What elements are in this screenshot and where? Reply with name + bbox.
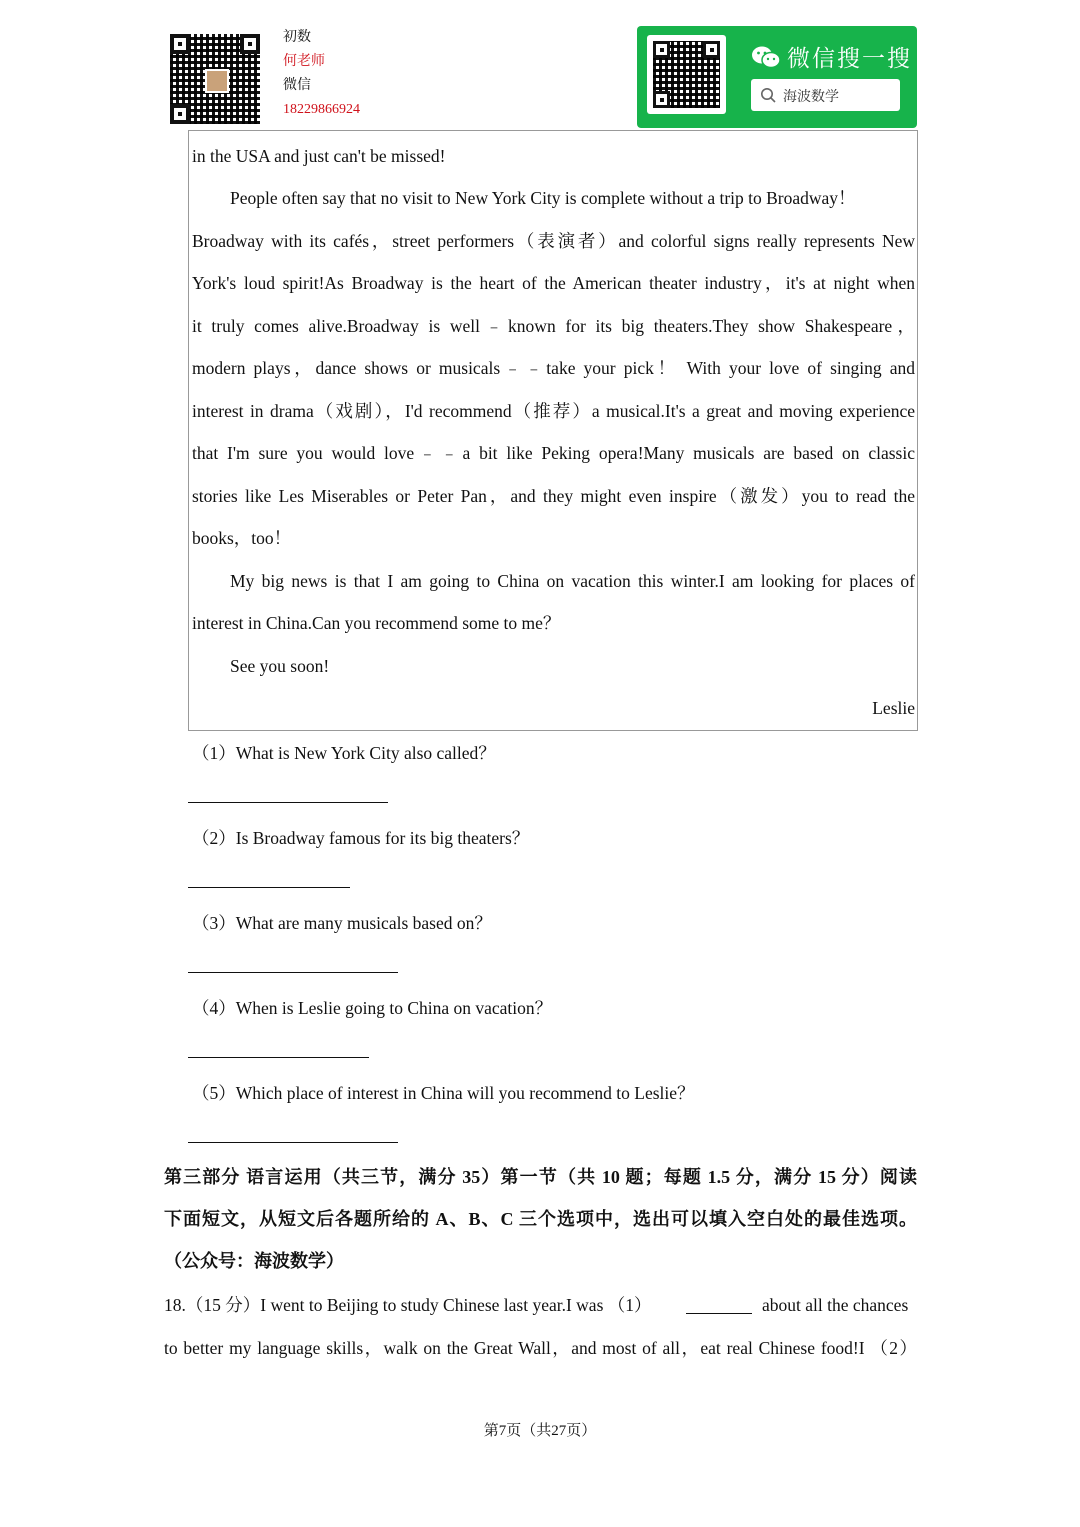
answer-blank-5[interactable] bbox=[188, 1142, 398, 1143]
question-2: （2）Is Broadway famous for its big theaters？ bbox=[192, 828, 530, 848]
question-4: （4）When is Leslie going to China on vacation？ bbox=[192, 998, 553, 1018]
wechat-logo-icon bbox=[751, 45, 781, 75]
passage-line: it truly comes alive.Broadway is well﹣known for its big theaters.They show Shakespeare， bbox=[192, 316, 915, 336]
contact-info bbox=[283, 26, 360, 122]
q18-line1: 18.（15 分）I went to Beijing to study Chinese last year.I was （1） bbox=[164, 1295, 652, 1315]
passage-line: modern plays，dance shows or musicals﹣﹣take your pick！ With your love of singing and bbox=[192, 358, 915, 378]
qr-code-left bbox=[170, 34, 260, 124]
page-number: 第7页（共27页） bbox=[483, 1423, 597, 1439]
passage-line: stories like Les Miserables or Peter Pan，and they might even inspire（激发）you to read the bbox=[192, 486, 915, 506]
passage-line: in the USA and just can't be missed! bbox=[192, 146, 446, 166]
passage-line: interest in drama（戏剧），I'd recommend（推荐）a musical.It's a great and moving experience bbox=[192, 401, 915, 421]
passage-box bbox=[188, 130, 918, 731]
question-5: （5）Which place of interest in China will you recommend to Leslie？ bbox=[192, 1083, 695, 1103]
question-3: （3）What are many musicals based on？ bbox=[192, 913, 492, 933]
search-icon bbox=[760, 87, 776, 103]
wechat-search-text: 海波数学 bbox=[783, 89, 839, 105]
contact-phone: 18229866924 bbox=[283, 102, 360, 117]
section3-instructions: 下面短文，从短文后各题所给的 A、B、C 三个选项中，选出可以填入空白处的最佳选项。 bbox=[164, 1209, 917, 1229]
answer-blank-1[interactable] bbox=[188, 802, 388, 803]
passage-line: People often say that no visit to New York City is complete without a trip to Broadway！ bbox=[230, 188, 856, 208]
passage-line: York's loud spirit!As Broadway is the heart of the American theater industry，it's at night when bbox=[192, 273, 915, 293]
passage-line: My big news is that I am going to China on vacation this winter.I am looking for places of bbox=[230, 571, 915, 591]
contact-subject: 初数 bbox=[283, 30, 311, 45]
passage-line: books，too！ bbox=[192, 528, 292, 548]
wechat-title: 微信搜一搜 bbox=[751, 40, 912, 75]
passage-line: See you soon! bbox=[230, 656, 330, 676]
passage-line: interest in China.Can you recommend some to me？ bbox=[192, 613, 561, 633]
answer-blank-2[interactable] bbox=[188, 887, 350, 888]
section3-heading: 第三部分 语言运用（共三节，满分 35）第一节（共 10 题；每题 1.5 分，满分 15 分）阅读 bbox=[164, 1167, 917, 1187]
contact-wechat-label: 微信 bbox=[283, 78, 311, 93]
q18-line1-tail: about all the chances bbox=[762, 1295, 909, 1315]
avatar bbox=[205, 69, 229, 93]
answer-blank-3[interactable] bbox=[188, 972, 398, 973]
q18-blank-1[interactable] bbox=[686, 1313, 752, 1314]
passage-signature: Leslie bbox=[872, 698, 915, 718]
question-1: （1）What is New York City also called？ bbox=[192, 743, 496, 763]
answer-blank-4[interactable] bbox=[188, 1057, 369, 1058]
contact-teacher: 何老师 bbox=[283, 54, 325, 69]
wechat-qr-code bbox=[647, 35, 726, 114]
passage-line: Broadway with its cafés，street performers（表演者）and colorful signs really represents New bbox=[192, 231, 915, 251]
wechat-search-banner[interactable] bbox=[637, 26, 917, 128]
section3-public-account: （公众号：海波数学） bbox=[164, 1251, 344, 1271]
q18-line2: to better my language skills，walk on the Great Wall，and most of all，eat real Chinese food!I （2） bbox=[164, 1338, 917, 1358]
passage-line: that I'm sure you would love﹣﹣a bit like Peking opera!Many musicals are based on classic bbox=[192, 443, 915, 463]
wechat-search-box[interactable] bbox=[751, 79, 900, 111]
